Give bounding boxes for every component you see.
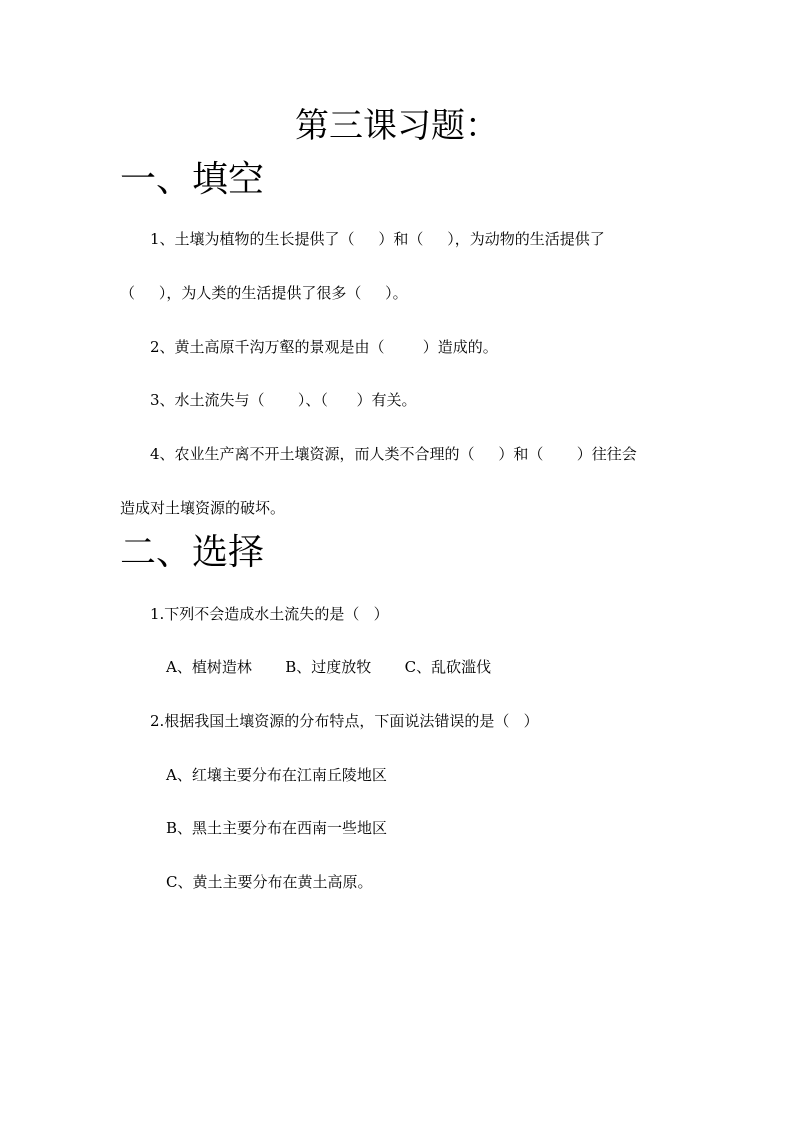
page-title: 第三课习题： xyxy=(295,106,499,146)
choice-question-2-option-a: A、红壤主要分布在江南丘陵地区 xyxy=(166,766,387,784)
fill-in-question-4-line-2: 造成对土壤资源的破坏。 xyxy=(120,499,286,517)
fill-in-question-2: 2、黄土高原千沟万壑的景观是由（ ）造成的。 xyxy=(150,338,498,356)
fill-in-question-1-line-1: 1、土壤为植物的生长提供了（ ）和（ ），为动物的生活提供了 xyxy=(150,230,605,248)
choice-question-1-options: A、植树造林 B、过度放牧 C、乱砍滥伐 xyxy=(166,658,492,676)
choice-question-1: 1.下列不会造成水土流失的是（ ） xyxy=(150,605,389,623)
choice-question-2-option-b: B、黑土主要分布在西南一些地区 xyxy=(166,819,388,837)
fill-in-question-4-line-1: 4、农业生产离不开土壤资源，而人类不合理的（ ）和（ ）往往会 xyxy=(150,445,637,463)
fill-in-question-3: 3、水土流失与（ ）、（ ）有关。 xyxy=(150,391,417,409)
section-heading-multiple-choice: 二、选择 xyxy=(120,532,265,573)
fill-in-question-1-line-2: （ ），为人类的生活提供了很多（ ）。 xyxy=(120,284,408,302)
choice-question-2-option-c: C、黄土主要分布在黄土高原。 xyxy=(166,873,373,891)
choice-question-2: 2.根据我国土壤资源的分布特点，下面说法错误的是（ ） xyxy=(150,712,539,730)
section-heading-fill-in: 一、填空 xyxy=(120,159,265,200)
